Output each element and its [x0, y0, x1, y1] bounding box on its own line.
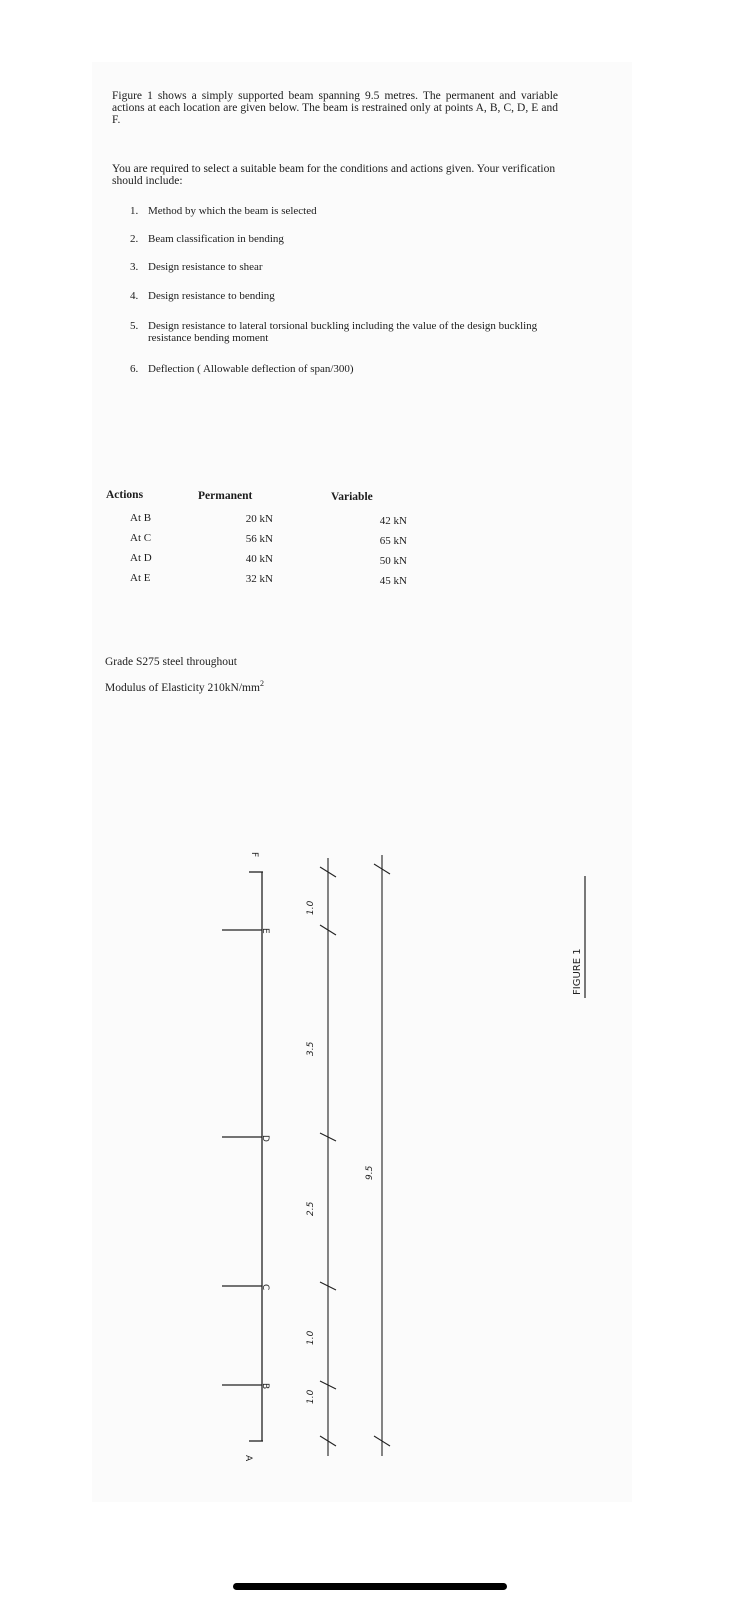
item-text: Deflection ( Allowable deflection of span/300) — [148, 363, 354, 375]
dim-ab: 1.0 — [306, 1389, 316, 1404]
row-permanent: 40 kN — [245, 553, 273, 565]
modulus-superscript: 2 — [259, 679, 264, 688]
item-text: Design resistance to bending — [148, 290, 275, 302]
item-number: 3. — [130, 261, 139, 273]
item-number: 4. — [130, 290, 139, 302]
steel-grade: Grade S275 steel throughout — [105, 656, 237, 668]
dimension-labels — [306, 900, 375, 1404]
label-c: C — [260, 1284, 270, 1291]
row-variable: 50 kN — [379, 555, 407, 567]
row-action: At C — [130, 532, 152, 544]
header-actions: Actions — [106, 489, 144, 501]
item-text: Design resistance to shear — [148, 261, 263, 273]
item-text: Design resistance to lateral torsional buckling including the value of the design buckling resistance bending moment — [148, 320, 538, 344]
row-permanent: 32 kN — [245, 573, 273, 585]
beam-drawing — [222, 872, 263, 1441]
dim-bc: 1.0 — [306, 1330, 316, 1345]
item-number: 5. — [130, 320, 139, 332]
row-action: At E — [130, 572, 151, 584]
figure-caption-group — [572, 876, 585, 998]
row-variable: 45 kN — [379, 575, 407, 587]
item-text: Beam classification in bending — [148, 233, 284, 245]
label-e: E — [260, 928, 270, 934]
home-indicator[interactable] — [233, 1583, 507, 1590]
item-text: Method by which the beam is selected — [148, 205, 317, 217]
requirements-intro: You are required to select a suitable beam for the conditions and actions given. Your verification should include: — [112, 163, 556, 187]
label-d: D — [260, 1135, 270, 1142]
dim-cd: 2.5 — [306, 1201, 316, 1216]
header-permanent: Permanent — [198, 490, 253, 502]
item-number: 2. — [130, 233, 139, 245]
dim-ef: 1.0 — [306, 900, 316, 915]
dim-de: 3.5 — [306, 1041, 316, 1056]
header-variable: Variable — [331, 491, 373, 503]
label-f: F — [249, 852, 259, 858]
row-variable: 42 kN — [379, 515, 407, 527]
row-variable: 65 kN — [379, 535, 407, 547]
figure-caption: FIGURE 1 — [572, 948, 583, 995]
row-permanent: 56 kN — [245, 533, 273, 545]
item-number: 1. — [130, 205, 139, 217]
dim-total: 9.5 — [365, 1165, 375, 1180]
row-action: At B — [130, 512, 152, 524]
label-a: A — [243, 1455, 253, 1462]
item-number: 6. — [130, 363, 139, 375]
row-permanent: 20 kN — [245, 513, 273, 525]
point-labels — [243, 852, 270, 1462]
dimension-lines — [320, 855, 390, 1456]
intro-paragraph: Figure 1 shows a simply supported beam spanning 9.5 metres. The permanent and variable actions at each location are given below. The beam is restrained only at points A, B, C, D, E and F. — [112, 90, 558, 126]
row-action: At D — [130, 552, 152, 564]
label-b: B — [260, 1383, 270, 1390]
modulus-text: Modulus of Elasticity 210kN/mm — [105, 681, 260, 694]
